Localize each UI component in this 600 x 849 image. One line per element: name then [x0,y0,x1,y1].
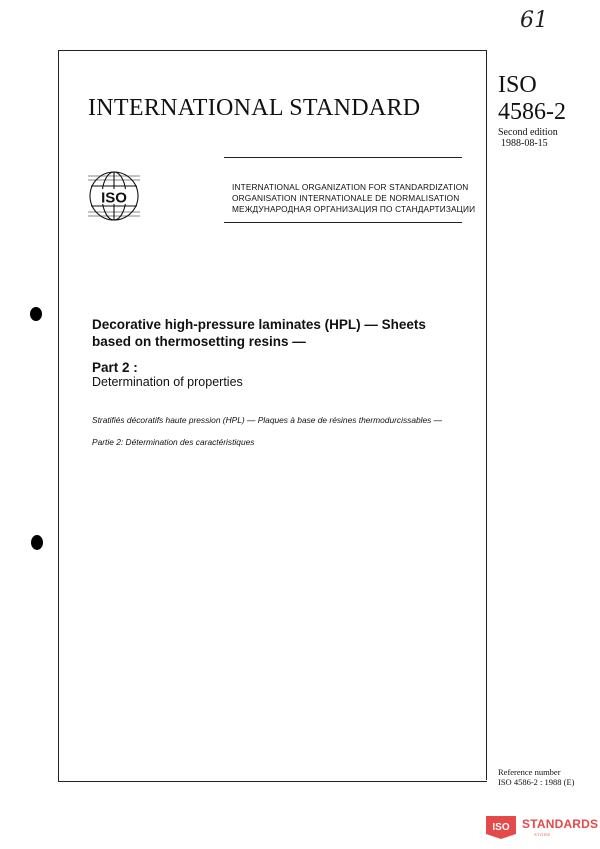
document-title: Decorative high-pressure laminates (HPL) — Sheets based on thermosetting resins — [92,317,426,349]
org-name-russian: МЕЖДУНАРОДНАЯ ОРГАНИЗАЦИЯ ПО СТАНДАРТИЗАЦИИ [232,204,476,214]
edition-date: 1988-08-15 [501,138,548,149]
reference-number-block [498,767,575,787]
french-title: Stratifiés décoratifs haute pression (HPL) — Plaques à base de résines thermodurcissables — [92,415,443,425]
iso-logo-icon [88,170,140,222]
org-bottom-rule [224,222,462,223]
store-brand-subtext: STORE [534,832,551,837]
org-name-french: ORGANISATION INTERNATIONALE DE NORMALISATION [232,193,460,203]
store-brand-name: STANDARDS [522,817,599,831]
edition-info [498,127,558,149]
store-logo-text: ISO [492,822,510,833]
org-name-english: INTERNATIONAL ORGANIZATION FOR STANDARDIZATION [232,182,469,192]
french-part-title: Partie 2: Détermination des caractéristiques [92,437,255,447]
part-title: Determination of properties [92,375,243,389]
part-label: Part 2 : [92,360,138,375]
organization-names [232,182,475,215]
edition-label: Second edition [498,127,558,138]
binding-hole-bottom [31,535,43,550]
binding-hole-top [30,307,42,321]
logo-text: ISO [101,189,127,207]
iso-identifier [498,72,566,126]
document-type-title: INTERNATIONAL STANDARD [88,95,421,121]
iso-store-logo-icon [484,814,518,840]
iso-label: ISO [498,72,537,98]
reference-label: Reference number [498,767,561,777]
top-rule [224,157,462,158]
frame-divider [486,50,487,780]
handwritten-page-number: 61 [520,8,548,33]
iso-number: 4586-2 [498,99,566,125]
reference-number: ISO 4586-2 : 1988 (E) [498,777,575,787]
